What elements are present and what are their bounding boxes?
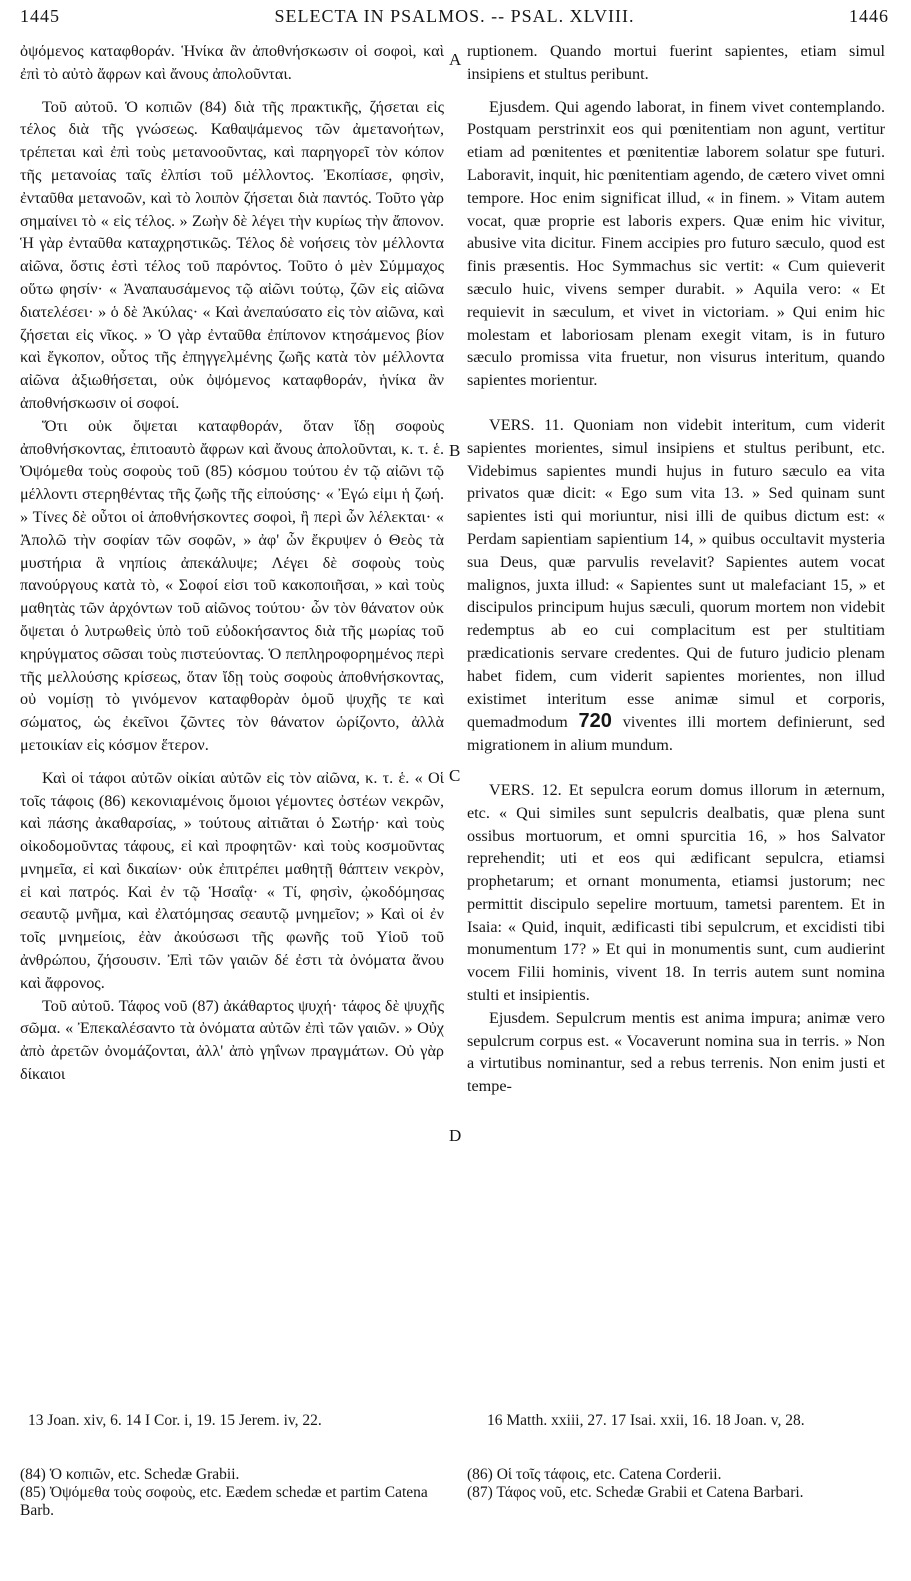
source-notes-right: [467, 1466, 885, 1502]
running-title: SELECTA IN PSALMOS. -- PSAL. XLVIII.: [274, 6, 635, 26]
greek-paragraph: Τοῦ αὐτοῦ. Τάφος νοῦ (87) ἀκάθαρτος ψυχή· τάφος δὲ ψυχῆς σῶμα. « Ἐπεκαλέσαντο τὰ ὀνόματα αὐτῶν ἐπὶ τῶν γαιῶν. » Οὐχ ἀπὸ ἀρετῶν ὀνομάζονται, ἀλλ' ἀπὸ γηΐνων πραγμάτων. Οὐ γὰρ δίκαιοι: [20, 996, 444, 1084]
margin-marker-d: D: [449, 1126, 462, 1145]
greek-paragraph: Καὶ οἱ τάφοι αὐτῶν οἰκίαι αὐτῶν εἰς τὸν αἰῶνα, κ. τ. ἑ. « Οἱ τοῖς τάφοις (86) κεκονιαμένοις ὅμοιοι γέμοντες ὀστέων νεκρῶν, καὶ πάσης ἀκαθαρσίας, » τούτους αἰτιᾶται ὁ Σωτήρ· καὶ τοὺς οἰκοδομοῦντας τάφους, εἰ καὶ προφητῶν· καὶ τοὺς κοσμοῦντας μνημεῖα, εἰ καὶ δικαίων· οὐκ ἐπιτρέπει μαθητῇ θάπτειν νεκρὸν, εἰ καὶ πατρός. Καὶ ἐν τῷ Ἡσαΐᾳ· « Τί, φησὶν, ᾠκοδόμησας σεαυτῷ μνῆμα, καὶ ἐλατόμησας σεαυτῷ μνημεῖον; » Καὶ οἱ ἐν τοῖς μνημείοις, ἐὰν ἀκούσωσι τῆς φωνῆς τοῦ Υἱοῦ τοῦ ἀνθρώπου, ζήσουσιν. Ἐπὶ τῶν γαιῶν δέ ἐστι τὰ ὀνόματα ἄνου καὶ ἄφρονος.: [20, 768, 444, 992]
greek-paragraph: ὀψόμενος καταφθοράν. Ἡνίκα ἂν ἀποθνήσκωσιν οἱ σοφοὶ, καὶ ἐπὶ τὸ αὐτὸ ἄφρων καὶ ἄνους ἀπολοῦνται.: [20, 42, 444, 83]
source-note: (84) Ὁ κοπιῶν, etc. Schedæ Grabii.: [20, 1466, 240, 1483]
source-notes-left: [20, 1466, 444, 1520]
latin-paragraph-text: viventes illi mortem definierunt, sed migrationem in alium mundum.: [467, 713, 885, 755]
latin-paragraph: VERS. 12. Et sepulcra eorum domus illorum in æternum, etc. « Qui similes sunt sepulcris dealbatis, quæ plena sunt ossibus mortuorum, et omni spurcitia 16, » hos Salvator reprehendit; uti et eos qui ædificant sepulcra, etiamsi prophetarum; et ornant monumenta, etiamsi justorum; nec permittit discipulo sepelire mortuum, tametsi parentem. Et in Isaia: « Quid, inquit, ædificasti tibi sepulcrum, et excidisti tibi monumentum 17? » Et qui in monumentis sunt, cum audierint vocem Filii hominis, vivent 18. In terris autem sunt nomina stulti et insipientis.: [467, 780, 885, 1005]
page-number-right: 1446: [849, 6, 889, 26]
latin-paragraph: [467, 414, 885, 757]
greek-paragraph: Ὅτι οὐκ ὄψεται καταφθοράν, ὅταν ἴδῃ σοφοὺς ἀποθνήσκοντας, ἐπιτοαυτὸ ἄφρων καὶ ἄνους ἀπολοῦνται, κ. τ. ἑ. Ὀψόμεθα τοὺς σοφοὺς τοῦ (85) κόσμου τούτου ἐν τῷ αἰῶνι τῷ μέλλοντι στερηθέντας τῆς ζωῆς τῆς εἰπούσης· « Ἐγώ εἰμι ἡ ζωή. » Τίνες δὲ οὗτοι οἱ ἀποθνήσκοντες σοφοὶ, ἢ περὶ ὧν λέλεκται· « Ἀπολῶ τὴν σοφίαν τῶν σοφῶν, » ἀφ' ὧν ἔκρυψεν ὁ Θεὸς τὰ μυστήρια ἃ νηπίοις ἀπεκάλυψε; Λέγει δὲ σοφοὺς τοὺς πανούργους κατὰ τὸ, « Σοφοί εἰσι τοῦ κακοποιῆσαι, » καὶ τοὺς μαθητὰς τῶν ἀρχόντων τοῦ αἰῶνος τούτου· ὧν τὸν θάνατον οὐκ ὄψεται ὁ λυτρωθεὶς ὑπὸ τοῦ εὐδοκήσαντος διὰ τῆς μωρίας τοῦ κηρύγματος σῶσαι τοὺς πιστεύοντας. Ὁ πεπληροφορημένος περὶ τῆς μελλούσης κρίσεως, ὅταν ἴδῃ τοὺς σοφοὺς ἀποθνήσκοντας, οὐ νομίσῃ τὸ γινόμενον καταφθορὰν ὁμοῦ ψυχῆς τε καὶ σώματος, ὡς ἐκεῖνοι ζῶντες τὸν θάνατον ὡρίζοντο, ἀλλὰ μετοικίαν εἰς κόσμον ἕτερον.: [20, 416, 444, 754]
page-number-left: 1445: [20, 6, 60, 26]
margin-marker-a: A: [449, 50, 462, 69]
margin-marker-c: C: [449, 766, 461, 785]
source-note: (87) Τάφος νοῦ, etc. Schedæ Grabii et Catena Barbari.: [467, 1484, 804, 1501]
latin-paragraph: Ejusdem. Sepulcrum mentis est anima impura; animæ vero sepulcrum corpus est. « Vocaverunt nomina sua in terris. » Non a virtutibus nominantur, sed a rebus terrenis. Non enim justi et tempe-: [467, 1008, 885, 1096]
page-header: [20, 6, 889, 34]
column-number: 720: [578, 710, 612, 733]
source-note: (86) Οἱ τοῖς τάφοις, etc. Catena Corderii.: [467, 1466, 722, 1483]
greek-paragraph: Τοῦ αὐτοῦ. Ὁ κοπιῶν (84) διὰ τῆς πρακτικῆς, ζήσεται εἰς τέλος διὰ τῆς γνώσεως. Καθαψάμενος τῶν ἀμετανοήτων, τρέπεται καὶ ἐπὶ τοὺς μετανοοῦντας, καὶ παρηγορεῖ τὸν κόπον τῆς μετανοίας ταῖς ἐλπίσι τοῦ μέλλοντος. Ἐκοπίασε, φησὶν, ἐνταῦθα μετανοῶν, καὶ τὸ λοιπὸν ζήσεται διὰ παντός. Τοῦτο γὰρ σημαίνει τὸ « εἰς τέλος. » Ζωὴν δὲ λέγει τὴν κυρίως τὴν ἄπονον. Ἡ γὰρ ἐνταῦθα καταχρηστικῶς. Τέλος δὲ νοήσεις τὸν μέλλοντα αἰῶνα, ὅστις ἐστὶ τέλος τοῦ παρόντος. Τοῦτο ὁ μὲν Σύμμαχος οὕτω φησίν· « Ἀναπαυσάμενος τῷ αἰῶνι τούτῳ, ζῶν εἰς αἰῶνα διατελέσει· » ὁ δὲ Ἀκύλας· « Καὶ ἀνεπαύσατο εἰς τὸν αἰῶνα, καὶ ζήσεται εἰς νῖκος. » Ὁ γὰρ ἐνταῦθα ἐπίπονον κτησάμενος βίον καὶ ἔγκοπον, οὗτος τῆς ἐπηγγελμένης ζωῆς κατὰ τὸν μέλλοντα αἰῶνα ἀξιωθήσεται, οὐκ ὀψόμενος καταφθοράν, ἡνίκα ἂν ἀποθνήσκωσιν οἱ σοφοί.: [20, 97, 444, 412]
latin-column: [467, 40, 885, 1098]
margin-marker-b: B: [449, 441, 461, 460]
footnote-references: [20, 1412, 889, 1436]
greek-column: [20, 40, 444, 1086]
latin-paragraph: Ejusdem. Qui agendo laborat, in finem vivet contemplando. Postquam perstrinxit eos qui pœnitentiam non agunt, vertitur etiam ad pœnitentes et pœnitentiæ laborem solatur spe futuri. Laboravit, inquit, hic pœnitentiam agendo, de cætero vivet omni tempore. Hoc enim significat illud, « in finem. » Vitam autem vocat, quæ proprie est laboris expers. Quæ enim hic vivitur, abusive vita dicitur. Finem accipies pro futuro sæculo, quod est finis præsentis. Hoc Symmachus sic vertit: « Cum quieverit sæculo huic, vivens semper durabit. » Aquila vero: « Et requievit in sæculum, et vivet in victoriam. » Qui enim hic molestam et laboriosam plenam exegit vitam, is in futuro sæculo promissa vita fruetur, non visurus interitum, quando sapientes morientur.: [467, 97, 885, 390]
footnote-refs-right: 16 Matth. xxiii, 27. 17 Isai. xxii, 16. 18 Joan. v, 28.: [487, 1412, 805, 1429]
footnote-refs-left: 13 Joan. xiv, 6. 14 I Cor. i, 19. 15 Jerem. iv, 22.: [28, 1412, 322, 1429]
source-note: (85) Ὀψόμεθα τοὺς σοφοὺς, etc. Eædem schedæ et partim Catena Barb.: [20, 1484, 428, 1519]
latin-paragraph-text: VERS. 11. Quoniam non videbit interitum, cum viderit sapientes morientes, simul insipiens et stultus peribunt, etc. Videbimus sapientes mundi hujus in futuro sæculo ea vita privatos quæ dicit: « Ego sum vita 13. » Sed quinam sunt sapientes isti qui moriuntur, nisi illi de quibus dictum est: « Perdam sapientiam sapientium 14, » quibus occultavit mysteria sua Deus, quæ parvulis revelavit? Sapientes autem vocat malignos, juxta illud: « Sapientes sunt ut malefaciant 15, » et discipulos principum hujus sæculi, quorum mortem non videbit redemptus ab eo cui complacitum est per stultitiam prædicationis servare credentes. Qui de futuro judicio plenam habet fidem, cum viderit sapientes morientes, non illud existimet interitum esse animæ simul et corporis, quemadmodum: [467, 415, 885, 732]
latin-paragraph: ruptionem. Quando mortui fuerint sapientes, etiam simul insipiens et stultus peribunt.: [467, 42, 885, 83]
